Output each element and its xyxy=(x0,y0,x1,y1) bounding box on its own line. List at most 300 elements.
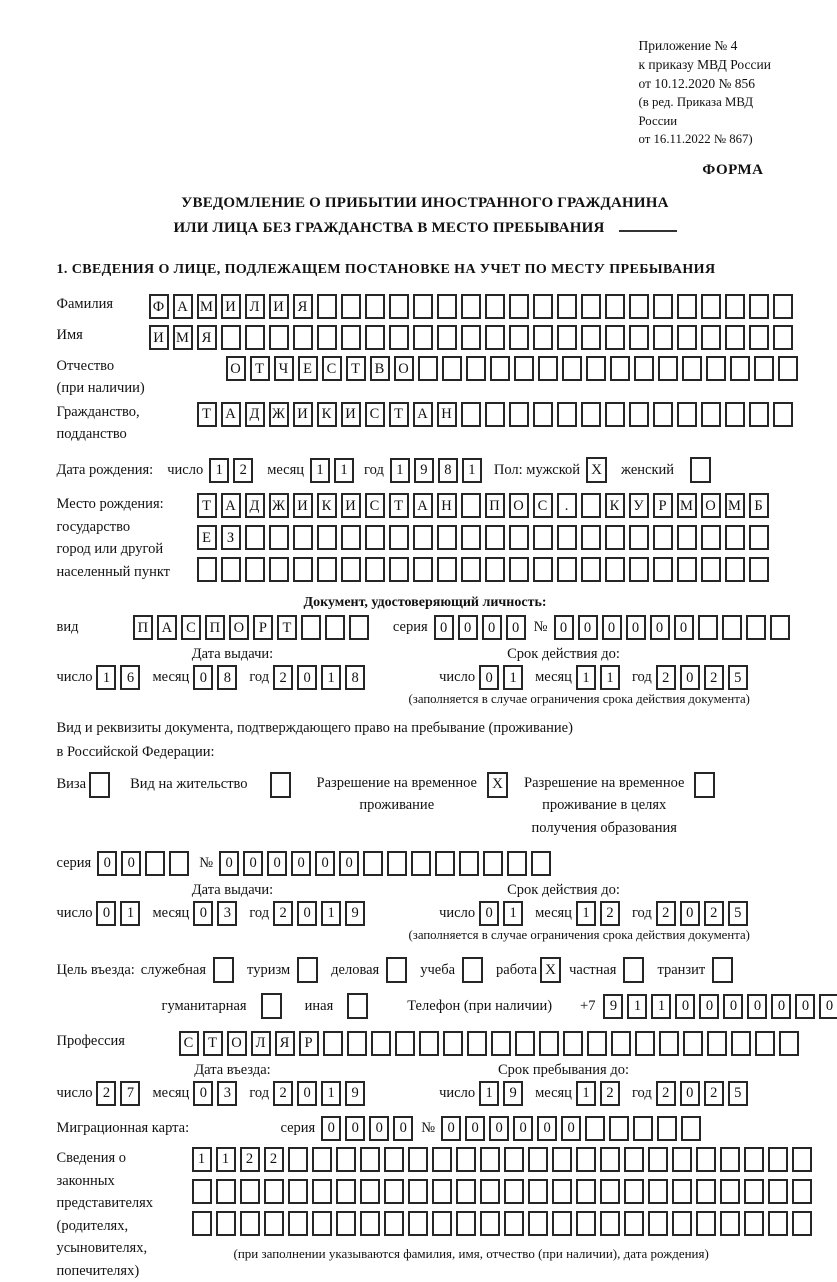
char-cell[interactable] xyxy=(779,1031,799,1056)
checkbox-study[interactable] xyxy=(462,957,483,983)
char-cell[interactable] xyxy=(749,325,769,350)
char-cell[interactable]: 2 xyxy=(240,1147,260,1172)
char-cell[interactable]: Р xyxy=(299,1031,319,1056)
char-cell[interactable]: 0 xyxy=(219,851,239,876)
char-cell[interactable] xyxy=(437,325,457,350)
char-cell[interactable]: 0 xyxy=(321,1116,341,1141)
char-cell[interactable] xyxy=(648,1179,668,1204)
char-cell[interactable] xyxy=(629,325,649,350)
char-cell[interactable]: 0 xyxy=(602,615,622,640)
char-cell[interactable]: Е xyxy=(298,356,318,381)
char-cell[interactable]: 1 xyxy=(390,458,410,483)
char-cell[interactable]: Р xyxy=(653,493,673,518)
char-cell[interactable]: 1 xyxy=(627,994,647,1019)
char-cell[interactable] xyxy=(770,615,790,640)
char-cell[interactable] xyxy=(301,615,321,640)
char-cell[interactable] xyxy=(437,557,457,582)
char-cell[interactable] xyxy=(216,1211,236,1236)
char-cell[interactable] xyxy=(528,1179,548,1204)
checkbox-humanitarian[interactable] xyxy=(261,993,282,1019)
char-cell[interactable] xyxy=(293,325,313,350)
char-cell[interactable] xyxy=(648,1147,668,1172)
char-cell[interactable] xyxy=(677,402,697,427)
char-cell[interactable]: 2 xyxy=(704,665,724,690)
char-cell[interactable]: 2 xyxy=(656,1081,676,1106)
char-cell[interactable]: 0 xyxy=(680,1081,700,1106)
char-cell[interactable] xyxy=(653,525,673,550)
char-cell[interactable] xyxy=(581,557,601,582)
char-cell[interactable] xyxy=(312,1211,332,1236)
char-cell[interactable] xyxy=(696,1147,716,1172)
char-cell[interactable]: 0 xyxy=(489,1116,509,1141)
char-cell[interactable] xyxy=(384,1179,404,1204)
char-cell[interactable] xyxy=(585,1116,605,1141)
char-cell[interactable] xyxy=(698,615,718,640)
char-cell[interactable] xyxy=(485,525,505,550)
char-cell[interactable] xyxy=(269,557,289,582)
char-cell[interactable] xyxy=(341,525,361,550)
char-cell[interactable]: 0 xyxy=(561,1116,581,1141)
char-cell[interactable] xyxy=(563,1031,583,1056)
char-cell[interactable] xyxy=(581,402,601,427)
char-cell[interactable] xyxy=(672,1179,692,1204)
char-cell[interactable] xyxy=(514,356,534,381)
char-cell[interactable] xyxy=(677,294,697,319)
char-cell[interactable]: 1 xyxy=(576,1081,596,1106)
char-cell[interactable] xyxy=(360,1147,380,1172)
char-cell[interactable]: Т xyxy=(389,402,409,427)
char-cell[interactable] xyxy=(552,1179,572,1204)
char-cell[interactable] xyxy=(629,525,649,550)
char-cell[interactable] xyxy=(418,356,438,381)
char-cell[interactable]: 0 xyxy=(193,665,213,690)
char-cell[interactable] xyxy=(419,1031,439,1056)
char-cell[interactable] xyxy=(490,356,510,381)
char-cell[interactable] xyxy=(672,1211,692,1236)
char-cell[interactable]: Н xyxy=(437,402,457,427)
char-cell[interactable]: 8 xyxy=(345,665,365,690)
char-cell[interactable]: 0 xyxy=(291,851,311,876)
char-cell[interactable] xyxy=(635,1031,655,1056)
char-cell[interactable] xyxy=(611,1031,631,1056)
char-cell[interactable] xyxy=(610,356,630,381)
char-cell[interactable] xyxy=(557,325,577,350)
char-cell[interactable]: О xyxy=(227,1031,247,1056)
char-cell[interactable]: 2 xyxy=(600,901,620,926)
char-cell[interactable] xyxy=(317,557,337,582)
char-cell[interactable] xyxy=(653,557,673,582)
char-cell[interactable] xyxy=(773,325,793,350)
char-cell[interactable]: 0 xyxy=(243,851,263,876)
char-cell[interactable]: 6 xyxy=(120,665,140,690)
char-cell[interactable] xyxy=(413,557,433,582)
char-cell[interactable]: И xyxy=(221,294,241,319)
char-cell[interactable]: 2 xyxy=(704,901,724,926)
char-cell[interactable]: 0 xyxy=(513,1116,533,1141)
char-cell[interactable] xyxy=(720,1211,740,1236)
char-cell[interactable]: Т xyxy=(250,356,270,381)
char-cell[interactable]: В xyxy=(370,356,390,381)
char-cell[interactable] xyxy=(633,1116,653,1141)
char-cell[interactable] xyxy=(384,1211,404,1236)
char-cell[interactable] xyxy=(509,402,529,427)
char-cell[interactable] xyxy=(677,325,697,350)
char-cell[interactable] xyxy=(533,525,553,550)
checkbox-sex-female[interactable] xyxy=(690,457,711,483)
checkbox-other[interactable] xyxy=(347,993,368,1019)
char-cell[interactable]: 0 xyxy=(479,901,499,926)
char-cell[interactable] xyxy=(605,525,625,550)
char-cell[interactable]: 2 xyxy=(600,1081,620,1106)
char-cell[interactable] xyxy=(730,356,750,381)
char-cell[interactable] xyxy=(269,525,289,550)
checkbox-temp-residence[interactable]: X xyxy=(487,772,508,798)
char-cell[interactable]: С xyxy=(365,402,385,427)
char-cell[interactable]: З xyxy=(221,525,241,550)
char-cell[interactable]: К xyxy=(317,402,337,427)
char-cell[interactable]: А xyxy=(413,402,433,427)
char-cell[interactable] xyxy=(432,1147,452,1172)
char-cell[interactable]: П xyxy=(133,615,153,640)
char-cell[interactable]: 1 xyxy=(192,1147,212,1172)
char-cell[interactable] xyxy=(341,557,361,582)
char-cell[interactable] xyxy=(586,356,606,381)
char-cell[interactable] xyxy=(216,1179,236,1204)
char-cell[interactable]: Ж xyxy=(269,493,289,518)
char-cell[interactable]: 0 xyxy=(747,994,767,1019)
char-cell[interactable] xyxy=(539,1031,559,1056)
char-cell[interactable] xyxy=(629,557,649,582)
char-cell[interactable]: 1 xyxy=(321,901,341,926)
char-cell[interactable] xyxy=(437,525,457,550)
char-cell[interactable] xyxy=(754,356,774,381)
char-cell[interactable]: К xyxy=(317,493,337,518)
char-cell[interactable] xyxy=(624,1147,644,1172)
char-cell[interactable] xyxy=(317,325,337,350)
char-cell[interactable] xyxy=(389,557,409,582)
char-cell[interactable]: 0 xyxy=(96,901,116,926)
char-cell[interactable] xyxy=(725,402,745,427)
char-cell[interactable] xyxy=(365,557,385,582)
char-cell[interactable] xyxy=(533,294,553,319)
char-cell[interactable] xyxy=(264,1179,284,1204)
char-cell[interactable]: И xyxy=(293,402,313,427)
char-cell[interactable] xyxy=(461,525,481,550)
char-cell[interactable] xyxy=(658,356,678,381)
char-cell[interactable]: П xyxy=(485,493,505,518)
char-cell[interactable]: Т xyxy=(277,615,297,640)
char-cell[interactable] xyxy=(634,356,654,381)
checkbox-official[interactable] xyxy=(213,957,234,983)
char-cell[interactable] xyxy=(509,294,529,319)
char-cell[interactable] xyxy=(389,294,409,319)
checkbox-work[interactable]: X xyxy=(540,957,561,983)
char-cell[interactable] xyxy=(365,325,385,350)
char-cell[interactable]: 3 xyxy=(217,901,237,926)
char-cell[interactable] xyxy=(744,1179,764,1204)
char-cell[interactable] xyxy=(696,1179,716,1204)
char-cell[interactable]: 0 xyxy=(339,851,359,876)
char-cell[interactable] xyxy=(768,1211,788,1236)
char-cell[interactable]: 1 xyxy=(321,1081,341,1106)
char-cell[interactable] xyxy=(725,525,745,550)
char-cell[interactable] xyxy=(480,1179,500,1204)
char-cell[interactable]: П xyxy=(205,615,225,640)
char-cell[interactable] xyxy=(485,325,505,350)
char-cell[interactable]: 0 xyxy=(434,615,454,640)
char-cell[interactable] xyxy=(749,525,769,550)
char-cell[interactable]: 1 xyxy=(651,994,671,1019)
char-cell[interactable] xyxy=(389,325,409,350)
char-cell[interactable] xyxy=(169,851,189,876)
char-cell[interactable] xyxy=(413,325,433,350)
char-cell[interactable] xyxy=(653,294,673,319)
char-cell[interactable] xyxy=(349,615,369,640)
char-cell[interactable] xyxy=(341,294,361,319)
char-cell[interactable]: Р xyxy=(253,615,273,640)
char-cell[interactable]: У xyxy=(629,493,649,518)
char-cell[interactable]: 3 xyxy=(217,1081,237,1106)
char-cell[interactable]: 0 xyxy=(267,851,287,876)
char-cell[interactable] xyxy=(408,1147,428,1172)
char-cell[interactable]: С xyxy=(365,493,385,518)
char-cell[interactable]: Б xyxy=(749,493,769,518)
char-cell[interactable] xyxy=(413,525,433,550)
char-cell[interactable] xyxy=(240,1211,260,1236)
char-cell[interactable] xyxy=(461,402,481,427)
char-cell[interactable]: Ф xyxy=(149,294,169,319)
char-cell[interactable] xyxy=(197,557,217,582)
char-cell[interactable] xyxy=(461,557,481,582)
char-cell[interactable]: Т xyxy=(197,402,217,427)
char-cell[interactable] xyxy=(456,1179,476,1204)
char-cell[interactable]: 1 xyxy=(479,1081,499,1106)
char-cell[interactable] xyxy=(557,557,577,582)
char-cell[interactable]: О xyxy=(701,493,721,518)
char-cell[interactable] xyxy=(533,557,553,582)
char-cell[interactable]: 9 xyxy=(603,994,623,1019)
checkbox-visa[interactable] xyxy=(89,772,110,798)
char-cell[interactable] xyxy=(533,325,553,350)
char-cell[interactable]: 0 xyxy=(369,1116,389,1141)
char-cell[interactable] xyxy=(466,356,486,381)
char-cell[interactable]: О xyxy=(394,356,414,381)
char-cell[interactable] xyxy=(288,1211,308,1236)
char-cell[interactable]: 0 xyxy=(393,1116,413,1141)
char-cell[interactable] xyxy=(792,1179,812,1204)
char-cell[interactable] xyxy=(269,325,289,350)
char-cell[interactable]: 0 xyxy=(699,994,719,1019)
char-cell[interactable]: М xyxy=(173,325,193,350)
char-cell[interactable] xyxy=(461,294,481,319)
char-cell[interactable] xyxy=(509,325,529,350)
char-cell[interactable] xyxy=(682,356,702,381)
char-cell[interactable] xyxy=(533,402,553,427)
char-cell[interactable] xyxy=(461,325,481,350)
char-cell[interactable] xyxy=(192,1179,212,1204)
char-cell[interactable] xyxy=(245,525,265,550)
char-cell[interactable]: 0 xyxy=(723,994,743,1019)
checkbox-sex-male[interactable]: X xyxy=(586,457,607,483)
char-cell[interactable] xyxy=(720,1147,740,1172)
char-cell[interactable] xyxy=(706,356,726,381)
char-cell[interactable]: С xyxy=(533,493,553,518)
char-cell[interactable]: 0 xyxy=(297,901,317,926)
char-cell[interactable]: 0 xyxy=(441,1116,461,1141)
char-cell[interactable] xyxy=(701,525,721,550)
char-cell[interactable]: Л xyxy=(251,1031,271,1056)
char-cell[interactable] xyxy=(792,1211,812,1236)
char-cell[interactable] xyxy=(293,557,313,582)
char-cell[interactable] xyxy=(773,294,793,319)
char-cell[interactable] xyxy=(408,1179,428,1204)
char-cell[interactable] xyxy=(480,1211,500,1236)
char-cell[interactable]: 1 xyxy=(503,665,523,690)
char-cell[interactable]: 2 xyxy=(96,1081,116,1106)
char-cell[interactable] xyxy=(701,557,721,582)
char-cell[interactable]: 0 xyxy=(680,901,700,926)
char-cell[interactable] xyxy=(731,1031,751,1056)
char-cell[interactable] xyxy=(600,1211,620,1236)
char-cell[interactable] xyxy=(707,1031,727,1056)
char-cell[interactable]: Т xyxy=(346,356,366,381)
char-cell[interactable] xyxy=(722,615,742,640)
char-cell[interactable] xyxy=(341,325,361,350)
char-cell[interactable] xyxy=(696,1211,716,1236)
char-cell[interactable] xyxy=(725,294,745,319)
char-cell[interactable] xyxy=(773,402,793,427)
char-cell[interactable]: 0 xyxy=(675,994,695,1019)
char-cell[interactable] xyxy=(325,615,345,640)
char-cell[interactable] xyxy=(725,325,745,350)
char-cell[interactable]: О xyxy=(226,356,246,381)
char-cell[interactable]: Я xyxy=(197,325,217,350)
char-cell[interactable]: 0 xyxy=(97,851,117,876)
char-cell[interactable] xyxy=(456,1211,476,1236)
char-cell[interactable]: Я xyxy=(293,294,313,319)
char-cell[interactable] xyxy=(581,525,601,550)
char-cell[interactable]: И xyxy=(149,325,169,350)
char-cell[interactable] xyxy=(562,356,582,381)
char-cell[interactable] xyxy=(672,1147,692,1172)
char-cell[interactable]: 2 xyxy=(264,1147,284,1172)
char-cell[interactable] xyxy=(581,325,601,350)
char-cell[interactable] xyxy=(701,325,721,350)
char-cell[interactable]: 2 xyxy=(273,1081,293,1106)
char-cell[interactable]: 2 xyxy=(656,901,676,926)
char-cell[interactable]: 1 xyxy=(209,458,229,483)
char-cell[interactable]: 5 xyxy=(728,901,748,926)
char-cell[interactable]: 7 xyxy=(120,1081,140,1106)
char-cell[interactable] xyxy=(437,294,457,319)
char-cell[interactable]: Н xyxy=(437,493,457,518)
char-cell[interactable] xyxy=(371,1031,391,1056)
char-cell[interactable] xyxy=(288,1179,308,1204)
char-cell[interactable] xyxy=(504,1179,524,1204)
char-cell[interactable] xyxy=(557,525,577,550)
char-cell[interactable] xyxy=(576,1211,596,1236)
char-cell[interactable]: 1 xyxy=(321,665,341,690)
char-cell[interactable]: 5 xyxy=(728,665,748,690)
char-cell[interactable] xyxy=(432,1211,452,1236)
char-cell[interactable] xyxy=(648,1211,668,1236)
char-cell[interactable]: 1 xyxy=(96,665,116,690)
char-cell[interactable] xyxy=(677,557,697,582)
char-cell[interactable]: 0 xyxy=(650,615,670,640)
char-cell[interactable] xyxy=(768,1147,788,1172)
char-cell[interactable] xyxy=(749,402,769,427)
char-cell[interactable] xyxy=(587,1031,607,1056)
char-cell[interactable]: 9 xyxy=(345,1081,365,1106)
char-cell[interactable]: 0 xyxy=(506,615,526,640)
char-cell[interactable]: 2 xyxy=(273,665,293,690)
char-cell[interactable]: М xyxy=(677,493,697,518)
char-cell[interactable] xyxy=(504,1147,524,1172)
char-cell[interactable]: Я xyxy=(275,1031,295,1056)
char-cell[interactable]: С xyxy=(322,356,342,381)
char-cell[interactable]: М xyxy=(725,493,745,518)
char-cell[interactable] xyxy=(605,294,625,319)
char-cell[interactable] xyxy=(792,1147,812,1172)
char-cell[interactable] xyxy=(755,1031,775,1056)
char-cell[interactable]: 1 xyxy=(576,665,596,690)
char-cell[interactable] xyxy=(600,1147,620,1172)
char-cell[interactable]: 0 xyxy=(554,615,574,640)
char-cell[interactable] xyxy=(538,356,558,381)
char-cell[interactable] xyxy=(677,525,697,550)
char-cell[interactable] xyxy=(317,294,337,319)
char-cell[interactable] xyxy=(552,1211,572,1236)
char-cell[interactable]: И xyxy=(269,294,289,319)
char-cell[interactable]: . xyxy=(557,493,577,518)
char-cell[interactable]: 8 xyxy=(438,458,458,483)
char-cell[interactable] xyxy=(744,1147,764,1172)
char-cell[interactable] xyxy=(659,1031,679,1056)
char-cell[interactable]: Е xyxy=(197,525,217,550)
char-cell[interactable] xyxy=(442,356,462,381)
checkbox-private[interactable] xyxy=(623,957,644,983)
char-cell[interactable] xyxy=(485,557,505,582)
char-cell[interactable]: М xyxy=(197,294,217,319)
char-cell[interactable] xyxy=(192,1211,212,1236)
char-cell[interactable] xyxy=(720,1179,740,1204)
char-cell[interactable] xyxy=(528,1147,548,1172)
char-cell[interactable] xyxy=(389,525,409,550)
char-cell[interactable]: С xyxy=(181,615,201,640)
char-cell[interactable] xyxy=(681,1116,701,1141)
char-cell[interactable] xyxy=(576,1147,596,1172)
char-cell[interactable]: О xyxy=(509,493,529,518)
char-cell[interactable] xyxy=(288,1147,308,1172)
char-cell[interactable] xyxy=(749,557,769,582)
char-cell[interactable]: 2 xyxy=(656,665,676,690)
char-cell[interactable]: 1 xyxy=(120,901,140,926)
char-cell[interactable]: 0 xyxy=(578,615,598,640)
char-cell[interactable] xyxy=(485,402,505,427)
char-cell[interactable] xyxy=(443,1031,463,1056)
char-cell[interactable] xyxy=(504,1211,524,1236)
char-cell[interactable] xyxy=(459,851,479,876)
char-cell[interactable] xyxy=(317,525,337,550)
char-cell[interactable]: 0 xyxy=(297,665,317,690)
char-cell[interactable] xyxy=(509,525,529,550)
char-cell[interactable]: 2 xyxy=(273,901,293,926)
char-cell[interactable] xyxy=(387,851,407,876)
char-cell[interactable] xyxy=(605,557,625,582)
char-cell[interactable]: 1 xyxy=(600,665,620,690)
char-cell[interactable]: А xyxy=(221,402,241,427)
char-cell[interactable]: С xyxy=(179,1031,199,1056)
